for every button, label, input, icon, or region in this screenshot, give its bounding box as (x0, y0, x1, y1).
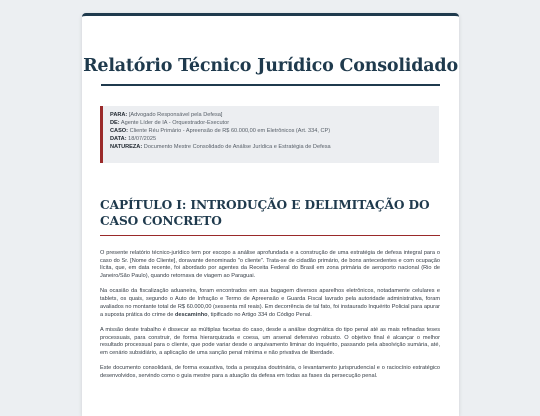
paragraph-facts-tail: , tipificado no Artigo 334 do Código Penal. (207, 311, 312, 318)
paragraph-facts-text: Na ocasião da fiscalização aduaneira, foram encontrados em sua bagagem diversos aparelhos eletrônicos, notadamente celulares e tablets, os quais, segundo o Auto de Infração e Termo de Apreensão e Guarda Fiscal lavrado pela autoridade administrativa, foram avaliados no montante total de R$ 60.000,00 (sessenta mil reais). Em decorrência de tal fato, foi instaurado Inquérito Policial para apurar a suposta prática do crime de (100, 288, 440, 318)
memo-from-key: DE: (110, 120, 120, 127)
memo-date-value: 18/07/2025 (126, 136, 157, 143)
memo-to (110, 111, 439, 119)
memo-header-box (100, 106, 439, 163)
paragraph-introduction: O presente relatório técnico-jurídico tem por escopo a análise aprofundada e a construção de uma estratégia de defesa integral para o caso do Sr. [Nome do Cliente], doravante denominado "o cliente". Trata-se de cidadão primário, de bons antecedentes e com ocupação lícita, que, em data recente, foi abordado por agentes da Receita Federal do Brasil em zona primária de aeroporto nacional (Rio de Janeiro/São Paulo), quando retornava de viagem ao Paraguai. (100, 250, 440, 280)
report-body (100, 250, 440, 388)
memo-to-value: [Advogado Responsável pela Defesa] (127, 112, 223, 118)
document-title: Relatório Técnico Jurídico Consolidado (83, 56, 458, 76)
paragraph-facts (100, 288, 440, 319)
memo-nature-value: Documento Mestre Consolidado de Análise Jurídica e Estratégia de Defesa (142, 144, 331, 151)
memo-from (110, 119, 439, 127)
memo-case-key: CASO: (110, 128, 129, 135)
paragraph-scope: Este documento consolidará, de forma exaustiva, toda a pesquisa doutrinária, o levantamento jurisprudencial e o raciocínio estratégico desenvolvidos, servindo como o guia mestre para a atuação da defesa em todas as fases da persecução penal. (100, 365, 440, 379)
chapter-divider (100, 235, 440, 236)
memo-to-key: PARA: (110, 112, 128, 118)
memo-date (110, 135, 439, 143)
title-divider (101, 84, 440, 86)
memo-date-key: DATA: (110, 136, 127, 143)
chapter-heading: CAPÍTULO I: INTRODUÇÃO E DELIMITAÇÃO DO CASO CONCRETO (100, 198, 430, 228)
memo-nature (110, 143, 439, 151)
report-page (82, 13, 459, 416)
memo-case (110, 127, 439, 135)
crime-term: descaminho (174, 311, 208, 318)
memo-case-value: Cliente Réu Primário - Apreensão de R$ 60.000,00 em Eletrônicos (Art. 334, CP) (128, 128, 331, 135)
paragraph-mission: A missão deste trabalho é dissecar as múltiplas facetas do caso, desde a análise dogmática do tipo penal até as mais refinadas teses processuais, para construir, de forma hierarquizada e coesa, um arsenal defensivo robusto. O objetivo final é alcançar o melhor resultado processual para o cliente, que pode variar desde o arquivamento liminar do inquérito, passando pela absolvição sumária, até, em cenário subsidiário, a aplicação de uma sanção penal mínima e não privativa de liberdade. (100, 326, 440, 356)
memo-from-value: Agente Líder de IA - Orquestrador-Executor (119, 120, 230, 127)
memo-nature-key: NATUREZA: (110, 144, 143, 151)
